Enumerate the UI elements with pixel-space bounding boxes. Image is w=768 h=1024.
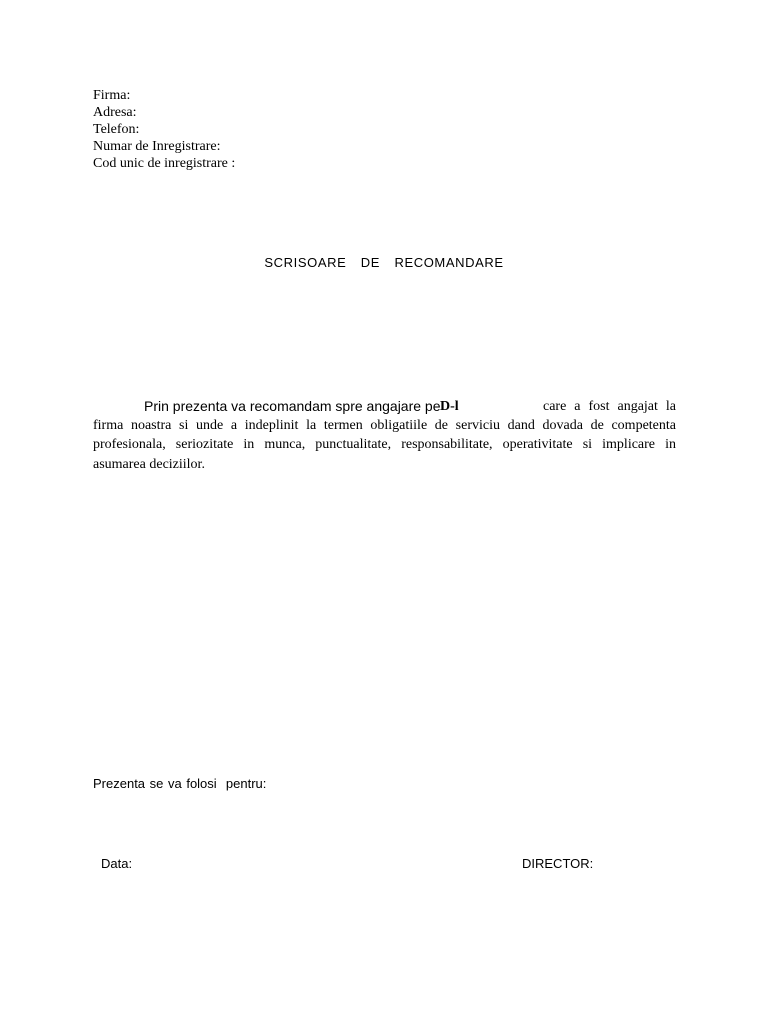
document-title-text: SCRISOARE DE RECOMANDARE [264, 255, 504, 270]
paragraph-line-4: asumarea deciziilor. [93, 456, 205, 472]
date-label: Data: [101, 856, 133, 871]
paragraph-line-3: profesionala, seriozitate in munca, punctualitate, responsabilitate, operativitate si implicare in [93, 437, 676, 453]
paragraph-line-1-end: care a fost angajat la [543, 399, 676, 414]
paragraph-line-1 [93, 397, 676, 416]
paragraph-line-2: firma noastra si unde a indeplinit la termen obligatiile de serviciu dand dovada de competenta [93, 418, 676, 433]
registration-number-label: Numar de Inregistrare: [93, 139, 221, 154]
director-signature-label: DIRECTOR: [522, 856, 594, 871]
usage-purpose-label: Prezenta se va folosi pentru: [93, 776, 267, 791]
document-title [0, 255, 768, 270]
unique-registration-code-label: Cod unic de inregistrare : [93, 156, 236, 171]
recommendation-paragraph [93, 397, 676, 474]
company-phone-label: Telefon: [93, 122, 140, 137]
company-name-label: Firma: [93, 88, 131, 103]
company-details [93, 87, 235, 172]
employee-title: D-l [440, 399, 459, 414]
company-address-label: Adresa: [93, 105, 137, 120]
paragraph-intro-text: Prin prezenta va recomandam spre angajare pe [144, 398, 441, 414]
